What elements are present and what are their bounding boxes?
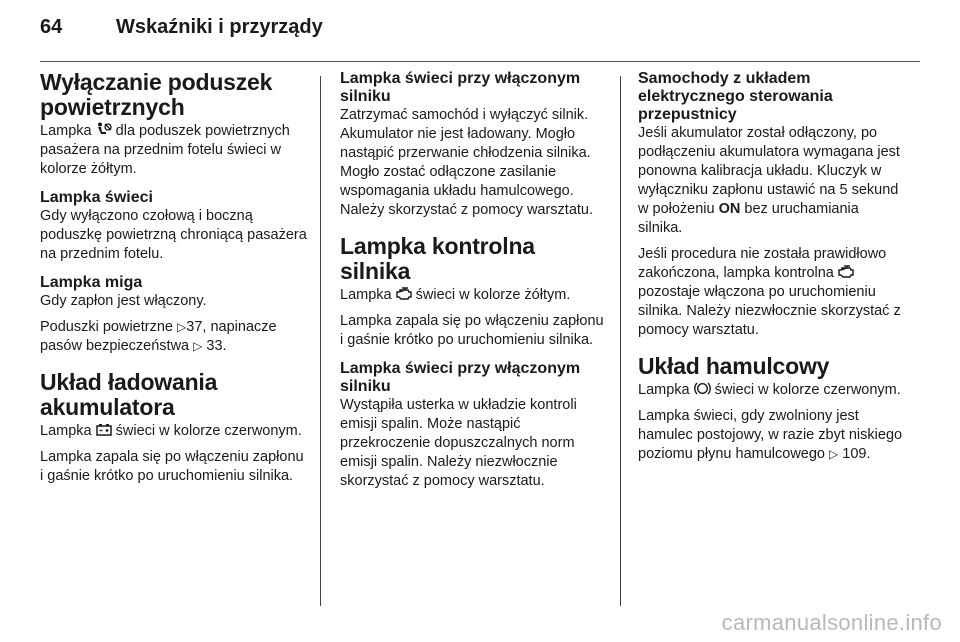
column-divider [320, 76, 321, 606]
airbag-intro: Lampka dla poduszek powietrznych pasażera na przednim fotelu świeci w kolorze żółtym. [40, 123, 290, 177]
lamp-lit-text: Gdy wyłączono czołową i boczną poduszkę powietrzną chroniącą pasażera na przednim fotelu. [40, 208, 307, 262]
column-3 [638, 70, 906, 471]
ignition-on-label: ON [718, 201, 741, 217]
airbag-off-icon [96, 122, 112, 137]
subheading-lamp-lit: Lampka świeci [40, 189, 153, 206]
engine-check-icon [838, 265, 854, 278]
page-reference-arrow-icon: ▷ [177, 320, 187, 334]
engine-check-icon [396, 287, 412, 300]
chapter-title: Wskaźniki i przyrządy [116, 16, 323, 38]
subheading-lamp-blinks: Lampka miga [40, 274, 143, 291]
airbag-references: Poduszki powietrzne ▷37, napinacze pasów bezpieczeństwa ▷ 33. [40, 319, 277, 354]
lamp-blinks-text: Gdy zapłon jest włączony. [40, 293, 207, 309]
reference-link[interactable]: 37 [186, 319, 203, 335]
subheading-lamp-running: Lampka świeci przy włączonym silniku [340, 70, 581, 105]
brake-intro: Lampka świeci w kolorze czerwonym. [638, 382, 901, 398]
reference-link[interactable]: 33. [206, 338, 227, 354]
section-title-brake-system: Układ hamulcowy [638, 353, 830, 379]
subheading-lamp-running-2: Lampka świeci przy włączonym silniku [340, 360, 581, 395]
subheading-electronic-throttle: Samochody z układem elektrycznego sterowania przepustnicy [638, 70, 833, 123]
page-header [40, 16, 323, 39]
section-title-charging: Układ ładowania akumulatora [40, 369, 218, 420]
page-reference-arrow-icon: ▷ [193, 339, 203, 353]
battery-icon [96, 423, 112, 436]
lamp-running-text-2: Wystąpiła usterka w układzie kontroli emisji spalin. Może nastąpić przekroczenie dopuszczalnych norm emisji spalin. Należy niezwłocznie skorzystać z pomocy warsztatu. [340, 397, 577, 489]
reference-link[interactable]: 109. [842, 446, 871, 462]
charging-text: Lampka zapala się po włączeniu zapłonu i gaśnie krótko po uruchomieniu silnika. [40, 449, 304, 484]
engine-intro: Lampka świeci w kolorze żółtym. [340, 287, 571, 303]
throttle-text: Jeśli akumulator został odłączony, po podłączeniu akumulatora wymagana jest ponowna kalibracja układu. Kluczyk w wyłączniku zapłonu ustawić na 5 sekund w położeniu ON bez uruchamiania silnika. [638, 125, 900, 236]
lamp-running-text: Zatrzymać samochód i wyłączyć silnik. Akumulator nie jest ładowany. Mogło nastąpić przerwanie chłodzenia silnika. Mogło zostać odłączone zasilanie wspomagania układu hamulcowego. Należy skorzystać z pomocy warsztatu. [340, 107, 594, 218]
column-2 [340, 70, 608, 498]
brake-text: Lampka świeci, gdy zwolniony jest hamulec postojowy, w razie zbyt niskiego poziomu płynu hamulcowego ▷ 109. [638, 408, 903, 462]
section-title-engine-lamp: Lampka kontrolna silnika [340, 233, 535, 284]
page-reference-arrow-icon: ▷ [829, 447, 839, 461]
throttle-text-2: Jeśli procedura nie została prawidłowo zakończona, lampka kontrolna pozostaje włączona po uruchomieniu silnika. Należy niezwłocznie skorzystać z pomocy warsztatu. [638, 246, 901, 338]
brake-warning-icon [694, 381, 711, 396]
header-rule [40, 61, 920, 62]
column-divider [620, 76, 621, 606]
section-title-airbag: Wyłączanie poduszek powietrznych [40, 69, 273, 120]
column-1 [40, 70, 308, 493]
watermark: carmanualsonline.info [721, 610, 942, 635]
engine-text: Lampka zapala się po włączeniu zapłonu i gaśnie krótko po uruchomieniu silnika. [340, 313, 604, 348]
page-number: 64 [40, 16, 63, 38]
charging-intro: Lampka świeci w kolorze czerwonym. [40, 423, 302, 439]
